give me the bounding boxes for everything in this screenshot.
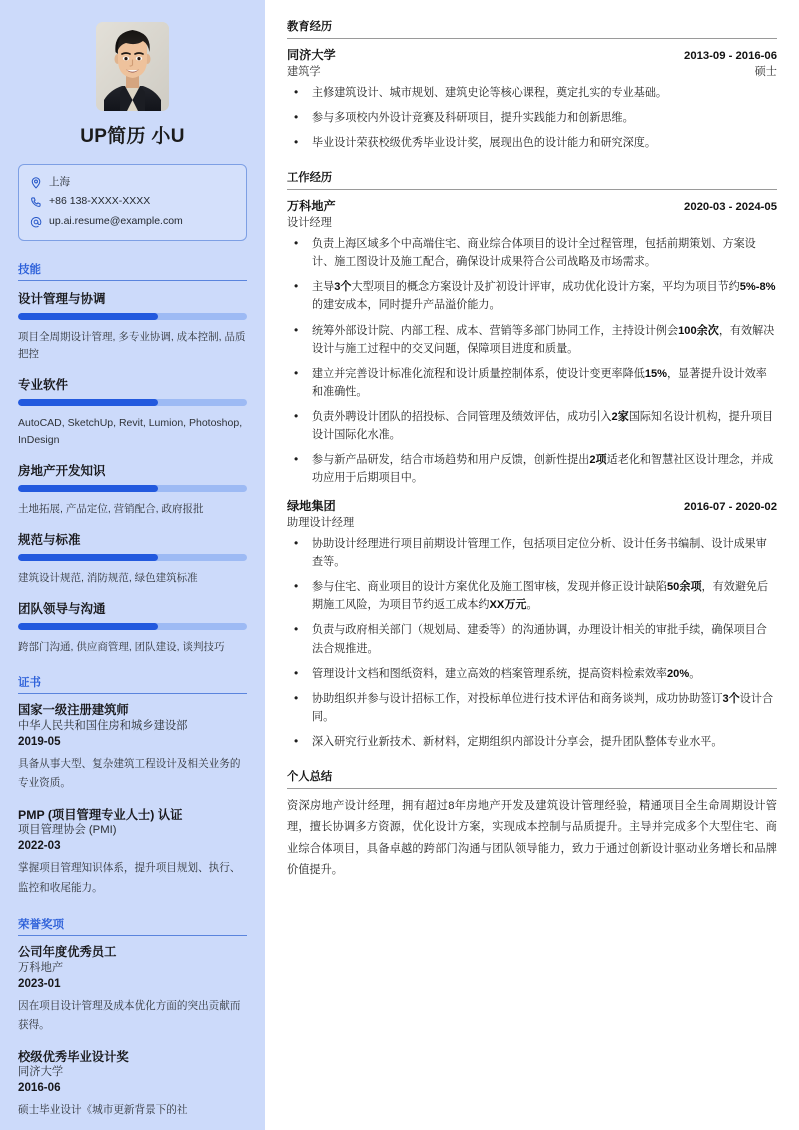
- skill-progress-fill: [18, 313, 158, 320]
- location-pin-icon: [30, 177, 42, 189]
- bullet-item: • 负责与政府相关部门（规划局、建委等）的沟通协调，办理设计相关的审批手续，确保项目合法合规推进。: [287, 621, 777, 657]
- school-name: 同济大学: [287, 48, 336, 62]
- bullet-item: • 毕业设计荣获校级优秀毕业设计奖，展现出色的设计能力和研究深度。: [287, 134, 777, 152]
- award-issuer: 同济大学: [18, 1066, 64, 1079]
- contact-info-box: [18, 164, 247, 241]
- skill-item: [18, 599, 247, 656]
- candidate-name: UP简历 小U: [80, 126, 185, 147]
- certificate-item: [18, 702, 247, 794]
- experience-bullet-list: [287, 235, 777, 487]
- job-title: 设计经理: [287, 217, 332, 230]
- award-item: [18, 944, 247, 1036]
- award-date: 2016-06: [18, 1081, 61, 1095]
- experience-date-range: 2016-07 - 2020-02: [684, 501, 777, 514]
- skill-name: 团队领导与沟通: [18, 602, 106, 617]
- bullet-item: • 参与住宅、商业项目的设计方案优化及施工图审核，发现并修正设计缺陷50余项，有效避免后期施工风险，为项目节约返工成本约XX万元。: [287, 578, 777, 614]
- education-item: [287, 46, 777, 152]
- experience-item-header: [287, 497, 777, 514]
- award-description: 硕士毕业设计《城市更新背景下的社: [18, 1104, 188, 1117]
- education-item-subheader: [287, 63, 777, 79]
- experience-date-range: 2020-03 - 2024-05: [684, 201, 777, 214]
- education-item-header: [287, 46, 777, 63]
- bullet-item: • 协助设计经理进行项目前期设计管理工作，包括项目定位分析、设计任务书编制、设计成果审查等。: [287, 535, 777, 571]
- contact-phone-value: +86 138-XXXX-XXXX: [49, 195, 151, 208]
- skill-description: AutoCAD, SketchUp, Revit, Lumion, Photoshop, InDesign: [18, 417, 243, 447]
- skill-progress-track: [18, 485, 247, 492]
- skill-progress-track: [18, 623, 247, 630]
- skill-item: [18, 289, 247, 363]
- experience-item: [287, 497, 777, 751]
- bullet-item: • 负责上海区域多个中高端住宅、商业综合体项目的设计全过程管理，包括前期策划、方案设计、施工图设计及施工配合，确保设计成果符合公司战略及市场需求。: [287, 235, 777, 271]
- skill-item: [18, 375, 247, 449]
- certificate-issuer: 项目管理协会 (PMI): [18, 824, 117, 837]
- skill-progress-fill: [18, 485, 158, 492]
- skill-item: [18, 530, 247, 587]
- contact-email-value: up.ai.resume@example.com: [49, 214, 183, 227]
- skill-progress-fill: [18, 623, 158, 630]
- skill-progress-track: [18, 554, 247, 561]
- award-item: [18, 1049, 247, 1121]
- skill-name: 设计管理与协调: [18, 292, 106, 307]
- contact-row-location[interactable]: [30, 173, 235, 192]
- avatar: [96, 22, 169, 111]
- certificate-title: PMP (项目管理专业人士) 认证: [18, 807, 183, 822]
- photo-container: [18, 22, 247, 111]
- bullet-item: • 协助组织并参与设计招标工作，对投标单位进行技术评估和商务谈判，成功协助签订3个设计合同。: [287, 690, 777, 726]
- personal-summary-text: 资深房地产设计经理，拥有超过8年房地产开发及建筑设计管理经验，精通项目全生命周期设计管理，擅长协调多方资源，优化设计方案，实现成本控制与品质提升。主导并完成多个大型住宅、商业综合体项目，具备卓越的跨部门沟通与团队领导能力，致力于通过创新设计驱动业务增长和品牌价值提升。: [287, 799, 777, 877]
- certificate-item: [18, 807, 247, 899]
- bullet-item: • 统筹外部设计院、内部工程、成本、营销等多部门协同工作，主持设计例会100余次，有效解决设计与施工过程中的交叉问题，保障项目进度和质量。: [287, 322, 777, 358]
- job-title: 助理设计经理: [287, 517, 355, 530]
- sidebar-heading-skills: 技能: [18, 261, 247, 281]
- bullet-item: • 管理设计文档和图纸资料，建立高效的档案管理系统，提高资料检索效率20%。: [287, 665, 777, 683]
- experience-bullet-list: [287, 535, 777, 751]
- main-content: [265, 0, 799, 1130]
- company-name: 万科地产: [287, 199, 336, 214]
- contact-row-email[interactable]: [30, 212, 235, 231]
- bullet-item: • 负责外聘设计团队的招投标、合同管理及绩效评估，成功引入2家国际知名设计机构，提升项目设计国际化水准。: [287, 408, 777, 444]
- skill-progress-track: [18, 399, 247, 406]
- degree-name: 硕士: [754, 66, 777, 78]
- award-date: 2023-01: [18, 976, 61, 990]
- major-name: 建筑学: [287, 66, 321, 78]
- bullet-item: • 深入研究行业新技术、新材料，定期组织内部设计分享会，提升团队整体专业水平。: [287, 733, 777, 751]
- skill-name: 规范与标准: [18, 533, 81, 548]
- skill-description: 项目全周期设计管理, 多专业协调, 成本控制, 品质把控: [18, 331, 246, 361]
- certificate-title: 国家一级注册建筑师: [18, 703, 129, 718]
- skill-description: 土地拓展, 产品定位, 营销配合, 政府报批: [18, 503, 204, 516]
- section-heading-education: 教育经历: [287, 18, 777, 39]
- certificates-list: [18, 702, 247, 898]
- sidebar: [0, 0, 265, 1130]
- skill-progress-track: [18, 313, 247, 320]
- skill-name: 房地产开发知识: [18, 464, 106, 479]
- certificate-date: 2019-05: [18, 734, 61, 748]
- experience-item-subheader: [287, 514, 777, 530]
- skill-description: 建筑设计规范, 消防规范, 绿色建筑标准: [18, 572, 198, 585]
- awards-list: [18, 944, 247, 1120]
- skill-progress-fill: [18, 399, 158, 406]
- company-name: 绿地集团: [287, 499, 336, 514]
- contact-location-value: 上海: [49, 176, 70, 188]
- skill-progress-fill: [18, 554, 158, 561]
- experience-item-header: [287, 197, 777, 214]
- certificate-description: 掌握项目管理知识体系，提升项目规划、执行、监控和收尾能力。: [18, 862, 241, 894]
- sidebar-heading-certificates: 证书: [18, 674, 247, 694]
- email-at-icon: [30, 216, 42, 228]
- section-heading-summary: 个人总结: [287, 768, 777, 789]
- contact-row-phone[interactable]: [30, 192, 235, 211]
- phone-icon: [30, 196, 42, 208]
- award-issuer: 万科地产: [18, 961, 64, 974]
- bullet-item: • 主导3个大型项目的概念方案设计及扩初设计评审，成功优化设计方案，平均为项目节约5%-8%的建安成本，同时提升产品溢价能力。: [287, 278, 777, 314]
- skills-list: [18, 289, 247, 656]
- experience-item-subheader: [287, 214, 777, 230]
- education-date-range: 2013-09 - 2016-06: [684, 50, 777, 62]
- bullet-item: • 建立并完善设计标准化流程和设计质量控制体系，使设计变更率降低15%，显著提升设计效率和准确性。: [287, 365, 777, 401]
- skill-description: 跨部门沟通, 供应商管理, 团队建设, 谈判技巧: [18, 641, 225, 654]
- section-heading-experience: 工作经历: [287, 169, 777, 190]
- award-title: 校级优秀毕业设计奖: [18, 1049, 129, 1064]
- certificate-description: 具备从事大型、复杂建筑工程设计及相关业务的专业资质。: [18, 757, 241, 790]
- education-bullet-list: [287, 84, 777, 152]
- award-description: 因在项目设计管理及成本优化方面的突出贡献而获得。: [18, 999, 241, 1032]
- certificate-issuer: 中华人民共和国住房和城乡建设部: [18, 719, 188, 732]
- certificate-date: 2022-03: [18, 839, 61, 853]
- bullet-item: • 参与新产品研发，结合市场趋势和用户反馈，创新性提出2项适老化和智慧社区设计理念，并成功应用于后期项目中。: [287, 451, 777, 487]
- sidebar-heading-awards: 荣誉奖项: [18, 916, 247, 936]
- skill-item: [18, 461, 247, 518]
- experience-item: [287, 197, 777, 487]
- bullet-item: • 参与多项校内外设计竞赛及科研项目，提升实践能力和创新思维。: [287, 109, 777, 127]
- skill-name: 专业软件: [18, 378, 69, 393]
- award-title: 公司年度优秀员工: [18, 945, 117, 960]
- bullet-item: • 主修建筑设计、城市规划、建筑史论等核心课程，奠定扎实的专业基础。: [287, 84, 777, 102]
